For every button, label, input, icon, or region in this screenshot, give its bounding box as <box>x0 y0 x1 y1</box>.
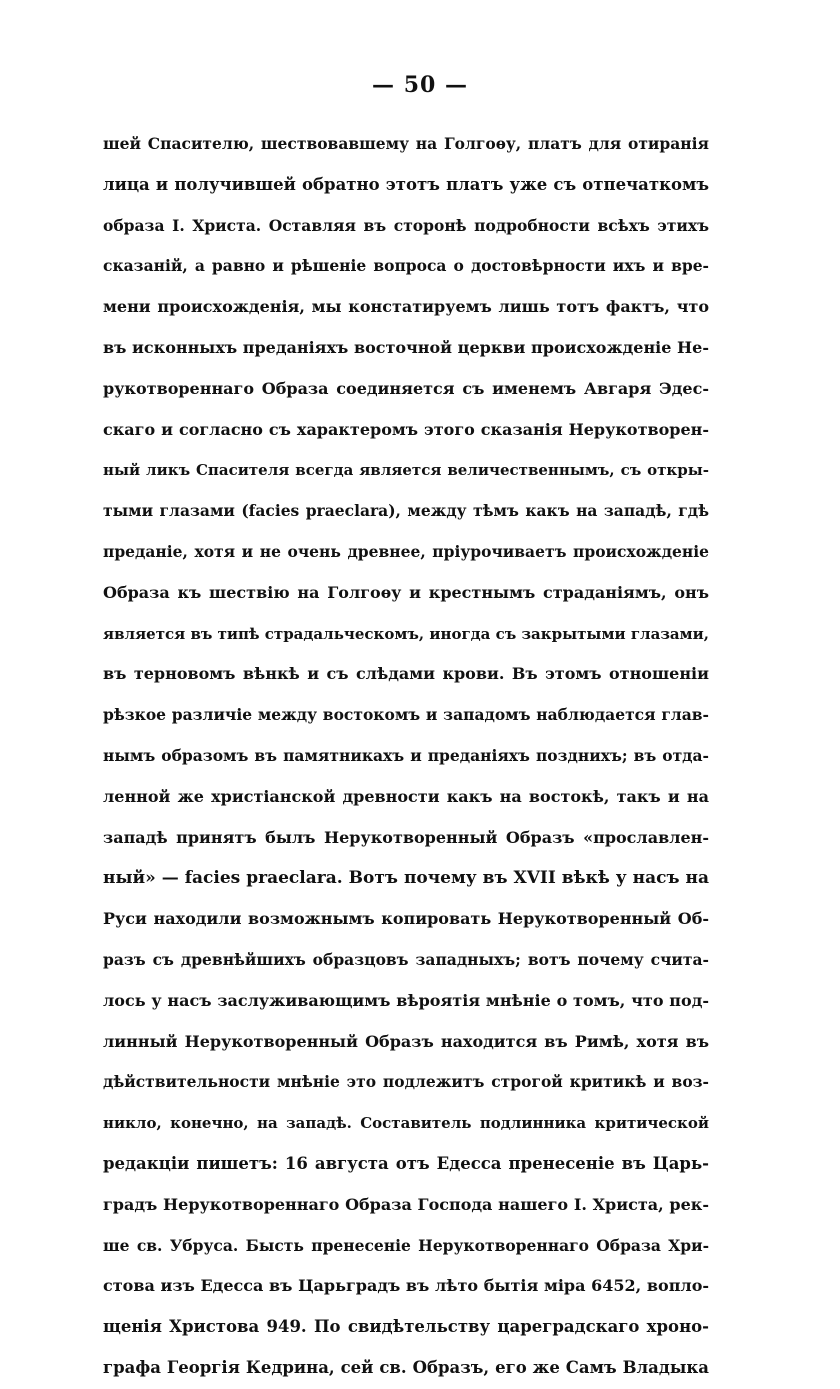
text-line: линный Нерукотворенный Образъ находится въ Римѣ, хотя въ <box>103 1031 709 1051</box>
text-line: нымъ образомъ въ памятникахъ и преданіяхъ позднихъ; въ отда- <box>103 745 709 765</box>
text-line: скаго и согласно съ характеромъ этого сказанія Нерукотворен- <box>103 419 709 439</box>
text-line: дѣйствительности мнѣніе это подлежитъ строгой критикѣ и воз- <box>103 1072 709 1092</box>
text-line: лось у насъ заслуживающимъ вѣроятія мнѣніе о томъ, что под- <box>103 990 709 1010</box>
text-line: Руси находили возможнымъ копировать Нерукотворенный Об- <box>103 909 709 929</box>
text-line: лица и получившей обратно этотъ платъ уже съ отпечаткомъ <box>103 174 709 194</box>
text-line: градъ Нерукотвореннаго Образа Господа нашего І. Христа, рек- <box>103 1194 709 1214</box>
text-line: шей Спасителю, шествовавшему на Голгоѳу, платъ для отиранія <box>103 134 709 153</box>
text-line: въ исконныхъ преданіяхъ восточной церкви происхожденіе Не- <box>103 337 709 357</box>
body-text <box>103 124 709 1389</box>
text-line: сказаній, а равно и рѣшеніе вопроса о достовѣрности ихъ и вре- <box>103 256 709 276</box>
text-line: ше св. Убруса. Бысть пренесеніе Нерукотвореннаго Образа Хри- <box>103 1235 709 1255</box>
text-line: мени происхожденія, мы констатируемъ лишь тотъ фактъ, что <box>103 297 709 317</box>
text-line: графа Георгія Кедрина, сей св. Образъ, его же Самъ Владыка <box>103 1357 709 1377</box>
page-number: — 50 — <box>372 72 468 98</box>
text-line: ный» — facies praeclara. Вотъ почему въ XVII вѣкѣ у насъ на <box>103 868 709 889</box>
text-line: никло, конечно, на западѣ. Составитель подлинника критической <box>103 1114 709 1133</box>
text-line: западѣ принятъ былъ Нерукотворенный Образъ «прославлен- <box>103 827 709 847</box>
text-line: стова изъ Едесса въ Царьградъ въ лѣто бытія міра 6452, вопло- <box>103 1276 709 1296</box>
text-line: ный ликъ Спасителя всегда является величественнымъ, съ откры- <box>103 461 709 480</box>
text-line: рукотвореннаго Образа соединяется съ именемъ Авгаря Эдес- <box>103 378 709 398</box>
text-line: является въ типѣ страдальческомъ, иногда съ закрытыми глазами, <box>103 624 709 643</box>
text-line: рѣзкое различіе между востокомъ и западомъ наблюдается глав- <box>103 705 709 725</box>
text-line: тыми глазами (facies praeclara), между тѣмъ какъ на западѣ, гдѣ <box>103 501 709 521</box>
text-line: Образа къ шествію на Голгоѳу и крестнымъ страданіямъ, онъ <box>103 582 709 602</box>
text-line: преданіе, хотя и не очень древнее, пріурочиваетъ происхожденіе <box>103 541 709 561</box>
text-line: въ терновомъ вѣнкѣ и съ слѣдами крови. Въ этомъ отношеніи <box>103 664 709 684</box>
text-line: ленной же христіанской древности какъ на востокѣ, такъ и на <box>103 786 709 806</box>
text-line: разъ съ древнѣйшихъ образцовъ западныхъ; вотъ почему счита- <box>103 949 709 969</box>
text-line: образа І. Христа. Оставляя въ сторонѣ подробности всѣхъ этихъ <box>103 215 709 235</box>
text-line: редакціи пишетъ: 16 августа отъ Едесса пренесеніе въ Царь- <box>103 1153 709 1173</box>
text-line: щенія Христова 949. По свидѣтельству цареградскаго хроно- <box>103 1317 709 1337</box>
